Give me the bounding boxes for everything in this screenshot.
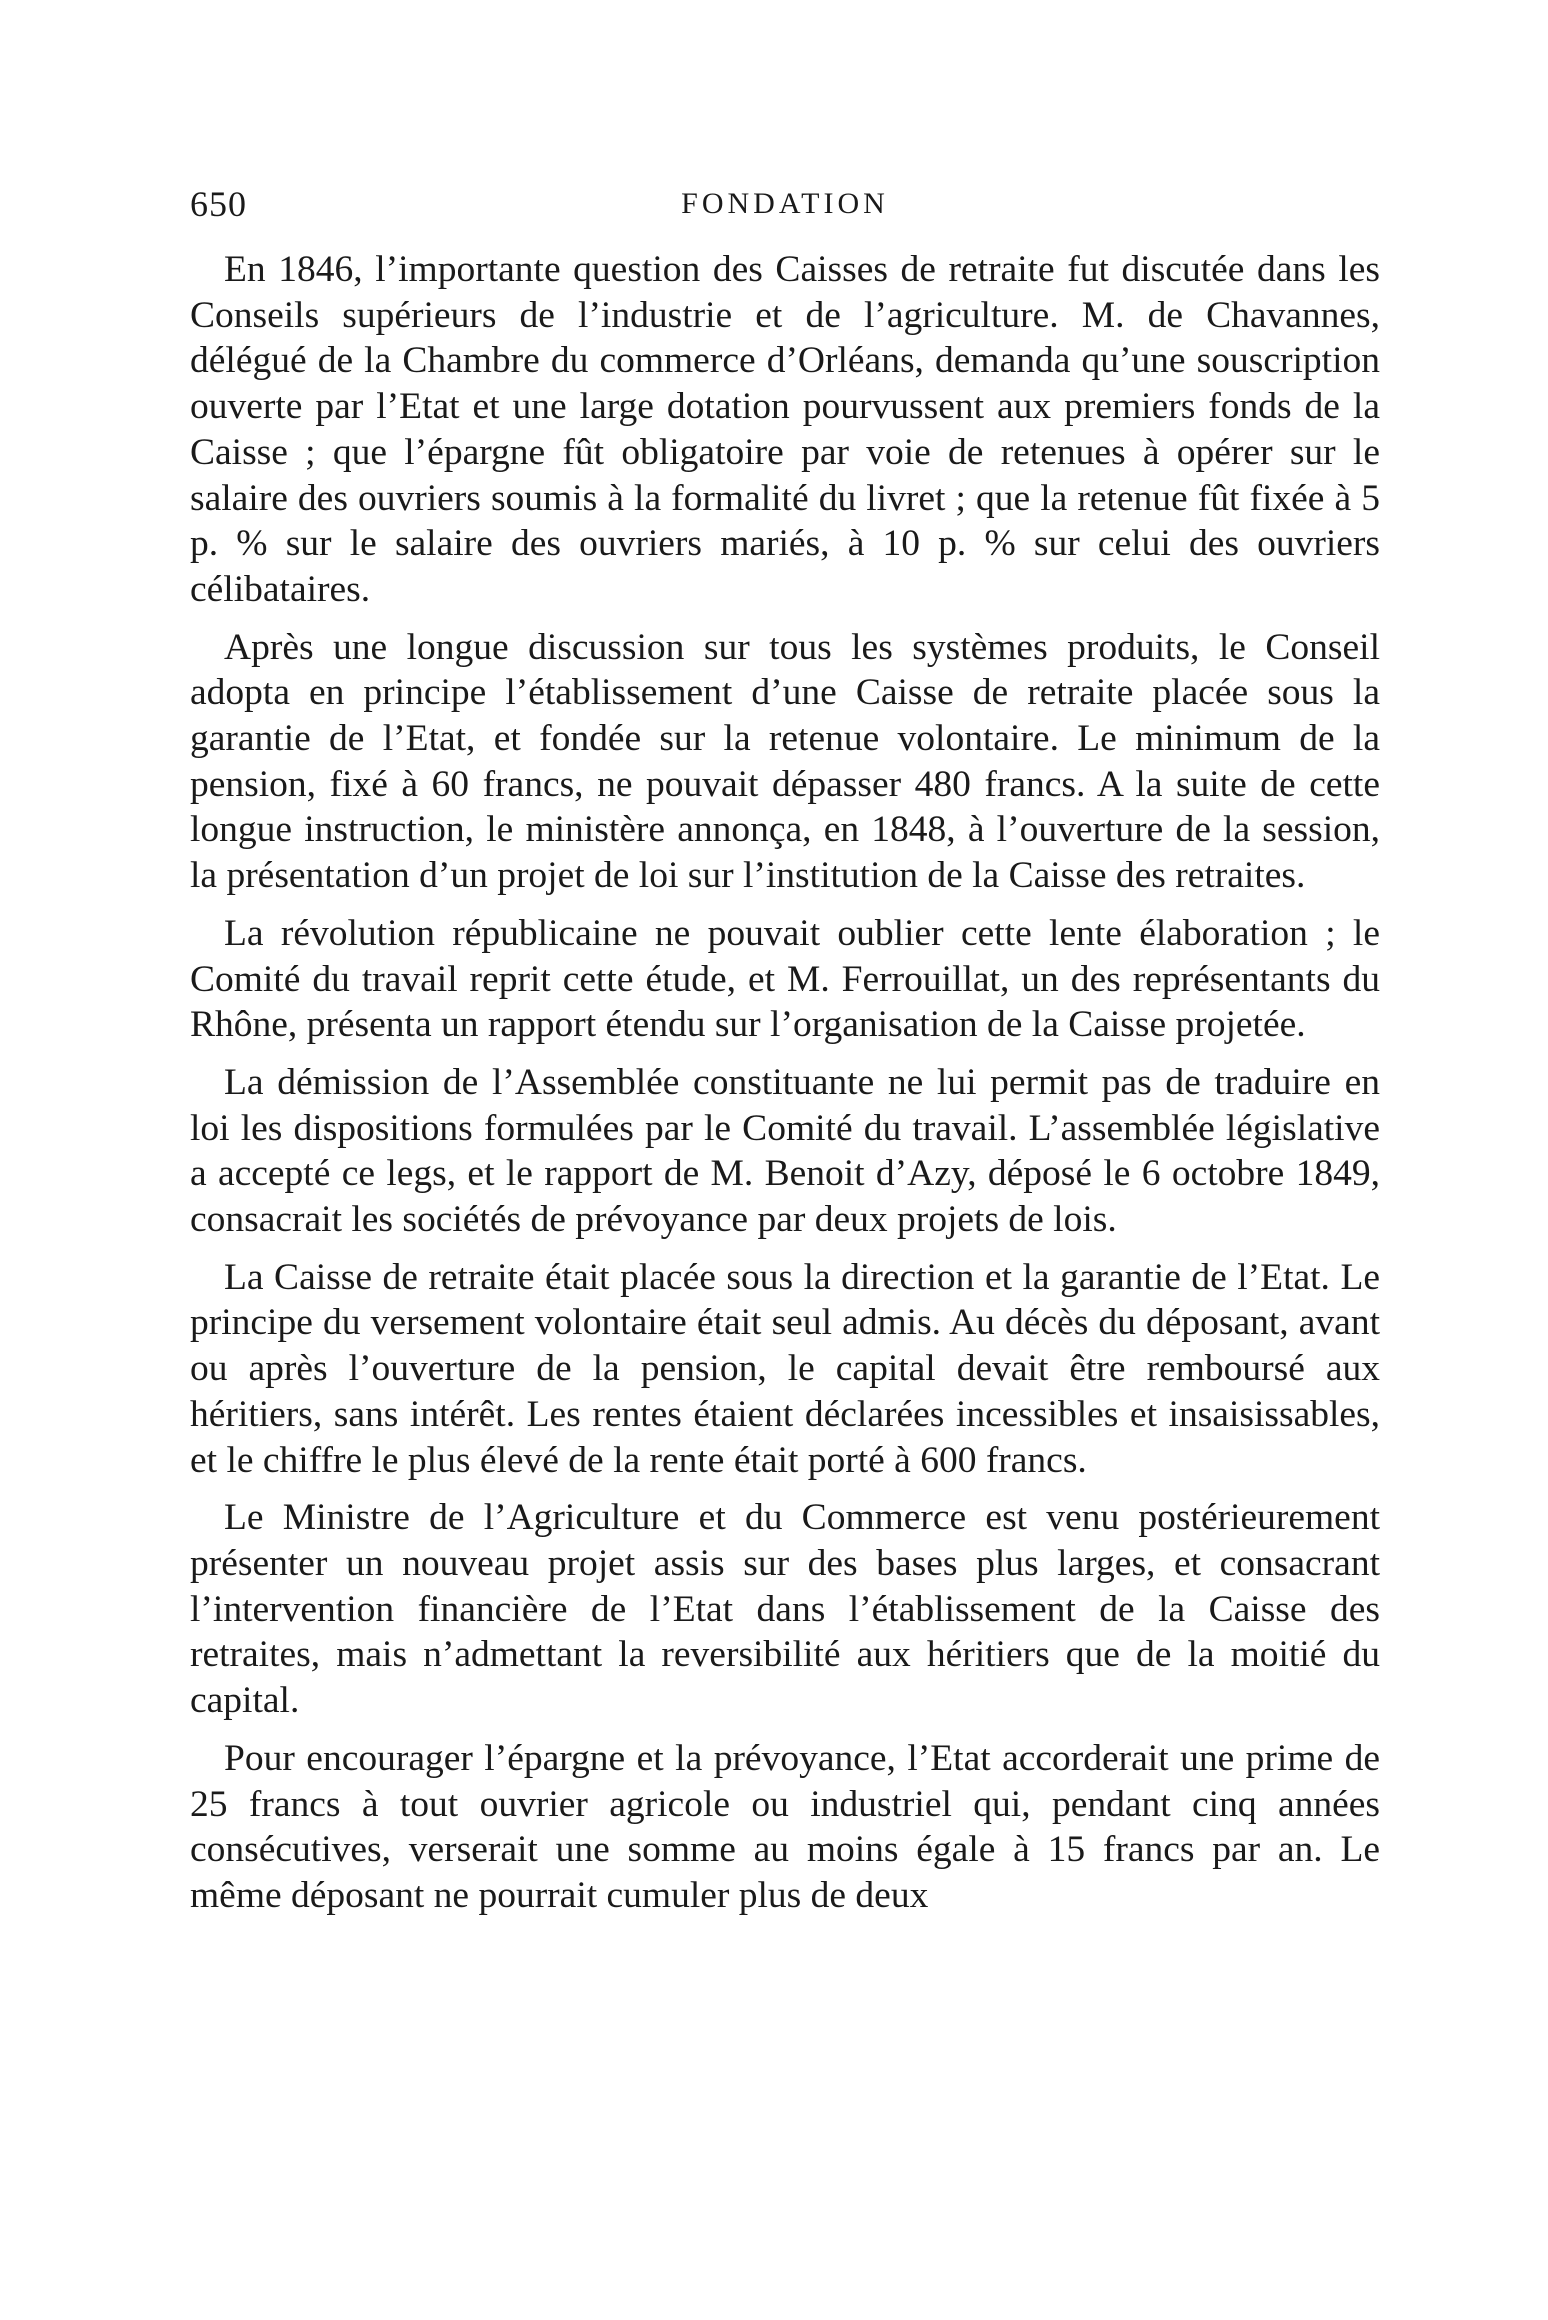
body-text bbox=[190, 247, 1380, 1931]
paragraph-demission-assemblee: La démission de l’Assemblée constituante ne lui permit pas de traduire en loi les dispositions formulées par le Comité du travail. L’assemblée législative a accepté ce legs, et le rapport de M. Benoit d’Azy, déposé le 6 octobre 1849, consacrait les sociétés de prévoyance par deux projets de lois. bbox=[190, 1061, 1380, 1241]
paragraph-caisse-de-retraite-direction: La Caisse de retraite était placée sous la direction et la garantie de l’Etat. Le principe du versement volontaire était seul admis. Au décès du déposant, avant ou après l’ouverture de la pension, le capital devait être remboursé aux héritiers, sans intérêt. Les rentes étaient déclarées incessibles et insaisissables, et le chiffre le plus élevé de la rente était porté à 600 francs. bbox=[190, 1256, 1380, 1481]
paragraph-1846-caisses-de-retraite: En 1846, l’importante question des Caisses de retraite fut discutée dans les Conseils supérieurs de l’industrie et de l’agriculture. M. de Chavannes, délégué de la Chambre du commerce d’Orléans, demanda qu’une souscription ouverte par l’Etat et une large dotation pourvussent aux premiers fonds de la Caisse ; que l’épargne fût obligatoire par voie de retenues à opérer sur le salaire des ouvriers soumis à la formalité du livret ; que la retenue fût fixée à 5 p. % sur le salaire des ouvriers mariés, à 10 p. % sur celui des ouvriers célibataires. bbox=[190, 249, 1380, 610]
running-title: FONDATION bbox=[681, 187, 889, 220]
page-number: 650 bbox=[190, 184, 247, 224]
paragraph-ministre-agriculture: Le Ministre de l’Agriculture et du Commerce est venu postérieurement présenter un nouveau projet assis sur des bases plus larges, et consacrant l’intervention financière de l’Etat dans l’établissement de la Caisse des retraites, mais n’admettant la reversibilité aux héritiers que de la moitié du capital. bbox=[190, 1497, 1380, 1722]
paragraph-revolution-republicaine: La révolution républicaine ne pouvait oublier cette lente élaboration ; le Comité du travail reprit cette étude, et M. Ferrouillat, un des représentants du Rhône, présenta un rapport étendu sur l’organisation de la Caisse projetée. bbox=[190, 912, 1380, 1046]
paragraph-encourager-epargne: Pour encourager l’épargne et la prévoyance, l’Etat accorderait une prime de 25 francs à tout ouvrier agricole ou industriel qui, pendant cinq années consécutives, verserait une somme au moins égale à 15 francs par an. Le même déposant ne pourrait cumuler plus de deux bbox=[190, 1737, 1380, 1916]
paragraph-conseil-adopta: Après une longue discussion sur tous les systèmes produits, le Conseil adopta en principe l’établissement d’une Caisse de retraite placée sous la garantie de l’Etat, et fondée sur la retenue volontaire. Le minimum de la pension, fixé à 60 francs, ne pouvait dépasser 480 francs. A la suite de cette longue instruction, le ministère annonça, en 1848, à l’ouverture de la session, la présentation d’un projet de loi sur l’institution de la Caisse des retraites. bbox=[190, 626, 1380, 897]
running-head bbox=[190, 183, 1380, 233]
